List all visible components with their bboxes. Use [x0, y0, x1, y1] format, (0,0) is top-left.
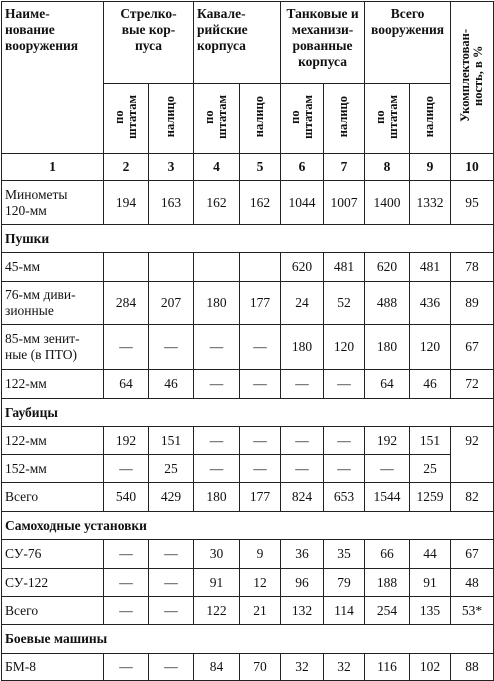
- column-number: 6: [281, 154, 324, 181]
- cell: —: [194, 325, 240, 370]
- row-label: 122-мм: [2, 427, 104, 455]
- cell: —: [104, 597, 149, 625]
- subheader-tank-by-staff: по штатам: [281, 84, 324, 154]
- column-number: 2: [104, 154, 149, 181]
- table-row: [2, 540, 494, 569]
- cell: 192: [365, 427, 410, 455]
- cell: 46: [149, 370, 194, 399]
- cell: —: [240, 325, 281, 370]
- cell: —: [240, 455, 281, 483]
- section-row: [2, 512, 494, 540]
- cell: 180: [281, 325, 324, 370]
- cell: —: [149, 540, 194, 569]
- row-label: Всего: [2, 483, 104, 512]
- header-cavalry-corps: Кавале- рийские корпуса: [194, 2, 281, 84]
- cell: 72: [451, 370, 494, 399]
- cell: —: [104, 654, 149, 681]
- cell: 163: [149, 181, 194, 225]
- cell: 488: [365, 282, 410, 325]
- column-number: 3: [149, 154, 194, 181]
- cell: —: [149, 569, 194, 597]
- cell: 207: [149, 282, 194, 325]
- cell: 66: [365, 540, 410, 569]
- cell: 122: [194, 597, 240, 625]
- row-label: СУ-76: [2, 540, 104, 569]
- header-rifle-corps: Стрелко- вые кор- пуса: [104, 2, 194, 84]
- cell: —: [194, 455, 240, 483]
- cell: 67: [451, 540, 494, 569]
- section-row: [2, 225, 494, 253]
- cell: 79: [324, 569, 365, 597]
- cell: 116: [365, 654, 410, 681]
- cell: —: [104, 455, 149, 483]
- cell: 151: [410, 427, 451, 455]
- cell: —: [281, 455, 324, 483]
- header-manning-percent: Укомплектован- ность, в %: [451, 2, 494, 154]
- cell: 12: [240, 569, 281, 597]
- cell: 91: [410, 569, 451, 597]
- section-row: [2, 399, 494, 427]
- cell: —: [324, 370, 365, 399]
- table-row: [2, 597, 494, 625]
- table-row: [2, 483, 494, 512]
- cell: 52: [324, 282, 365, 325]
- row-label: 85-мм зенит- ные (в ПТО): [2, 325, 104, 370]
- cell: 620: [281, 253, 324, 282]
- column-number: 10: [451, 154, 494, 181]
- cell: —: [149, 654, 194, 681]
- cell: 177: [240, 483, 281, 512]
- column-number: 4: [194, 154, 240, 181]
- row-label: 152-мм: [2, 455, 104, 483]
- cell: 284: [104, 282, 149, 325]
- cell: 32: [281, 654, 324, 681]
- cell: 132: [281, 597, 324, 625]
- cell: —: [281, 370, 324, 399]
- cell: —: [194, 427, 240, 455]
- cell: 70: [240, 654, 281, 681]
- section-row: [2, 625, 494, 654]
- cell: 429: [149, 483, 194, 512]
- row-label: 122-мм: [2, 370, 104, 399]
- cell: 64: [104, 370, 149, 399]
- column-number: 9: [410, 154, 451, 181]
- cell: 1332: [410, 181, 451, 225]
- cell: 64: [365, 370, 410, 399]
- cell-merged-percent: 92: [451, 427, 494, 483]
- cell: 653: [324, 483, 365, 512]
- cell: 481: [410, 253, 451, 282]
- subheader-cavalry-present: налицо: [240, 84, 281, 154]
- cell: 78: [451, 253, 494, 282]
- cell: 540: [104, 483, 149, 512]
- table-row: [2, 181, 494, 225]
- cell: 89: [451, 282, 494, 325]
- subheader-rifle-by-staff: по штатам: [104, 84, 149, 154]
- subheader-total-present: налицо: [410, 84, 451, 154]
- cell: —: [324, 455, 365, 483]
- cell: 120: [410, 325, 451, 370]
- cell: —: [104, 569, 149, 597]
- table-row: [2, 427, 494, 455]
- column-number: 1: [2, 154, 104, 181]
- cell: 114: [324, 597, 365, 625]
- subheader-rifle-present: налицо: [149, 84, 194, 154]
- cell: —: [194, 370, 240, 399]
- cell: 481: [324, 253, 365, 282]
- cell: 180: [194, 483, 240, 512]
- cell: [149, 253, 194, 282]
- cell: 135: [410, 597, 451, 625]
- cell: —: [104, 540, 149, 569]
- cell: —: [365, 455, 410, 483]
- column-number: 5: [240, 154, 281, 181]
- cell: —: [240, 370, 281, 399]
- table-row: [2, 569, 494, 597]
- cell: —: [149, 597, 194, 625]
- cell: 95: [451, 181, 494, 225]
- cell: 84: [194, 654, 240, 681]
- section-title-self-propelled: Самоходные установки: [2, 512, 494, 540]
- cell: 151: [149, 427, 194, 455]
- cell: 1400: [365, 181, 410, 225]
- row-label: Всего: [2, 597, 104, 625]
- cell: 120: [324, 325, 365, 370]
- cell: —: [324, 427, 365, 455]
- table-row: [2, 282, 494, 325]
- cell: 188: [365, 569, 410, 597]
- cell: 35: [324, 540, 365, 569]
- cell: 67: [451, 325, 494, 370]
- cell: 9: [240, 540, 281, 569]
- cell: 620: [365, 253, 410, 282]
- column-number: 7: [324, 154, 365, 181]
- cell: 88: [451, 654, 494, 681]
- row-label: СУ-122: [2, 569, 104, 597]
- cell: 192: [104, 427, 149, 455]
- cell: 254: [365, 597, 410, 625]
- section-title-combat-vehicles: Боевые машины: [2, 625, 494, 654]
- cell: 180: [365, 325, 410, 370]
- cell: 194: [104, 181, 149, 225]
- cell: 25: [149, 455, 194, 483]
- row-label: 45-мм: [2, 253, 104, 282]
- cell: 1259: [410, 483, 451, 512]
- cell: [104, 253, 149, 282]
- cell: 1544: [365, 483, 410, 512]
- cell: 53*: [451, 597, 494, 625]
- table-row: [2, 654, 494, 681]
- row-label: БМ-8: [2, 654, 104, 681]
- subheader-cavalry-by-staff: по штатам: [194, 84, 240, 154]
- cell: 1044: [281, 181, 324, 225]
- cell: 102: [410, 654, 451, 681]
- cell: 48: [451, 569, 494, 597]
- cell: 436: [410, 282, 451, 325]
- subheader-total-by-staff: по штатам: [365, 84, 410, 154]
- table-row: [2, 325, 494, 370]
- header-tank-corps: Танковые и механизи- рованные корпуса: [281, 2, 365, 84]
- section-title-guns: Пушки: [2, 225, 494, 253]
- row-label: Минометы 120-мм: [2, 181, 104, 225]
- row-label: 76-мм диви- зионные: [2, 282, 104, 325]
- cell: 1007: [324, 181, 365, 225]
- cell: 46: [410, 370, 451, 399]
- cell: —: [281, 427, 324, 455]
- cell: [240, 253, 281, 282]
- table-row: [2, 370, 494, 399]
- weapons-table: [1, 1, 494, 681]
- cell: 44: [410, 540, 451, 569]
- cell: 96: [281, 569, 324, 597]
- cell: 91: [194, 569, 240, 597]
- column-number-row: [2, 154, 494, 181]
- header-total-armament: Всего вооружения: [365, 2, 451, 84]
- cell: [194, 253, 240, 282]
- cell: 21: [240, 597, 281, 625]
- cell: —: [149, 325, 194, 370]
- cell: 30: [194, 540, 240, 569]
- subheader-tank-present: налицо: [324, 84, 365, 154]
- cell: —: [240, 427, 281, 455]
- cell: 82: [451, 483, 494, 512]
- cell: 180: [194, 282, 240, 325]
- table-row: [2, 253, 494, 282]
- cell: 162: [240, 181, 281, 225]
- cell: 24: [281, 282, 324, 325]
- cell: 25: [410, 455, 451, 483]
- cell: 36: [281, 540, 324, 569]
- column-number: 8: [365, 154, 410, 181]
- cell: 824: [281, 483, 324, 512]
- cell: 177: [240, 282, 281, 325]
- section-title-howitzers: Гаубицы: [2, 399, 494, 427]
- table-row: [2, 455, 494, 483]
- header-name: Наиме- нование вооружения: [2, 2, 104, 154]
- cell: 162: [194, 181, 240, 225]
- cell: —: [104, 325, 149, 370]
- cell: 32: [324, 654, 365, 681]
